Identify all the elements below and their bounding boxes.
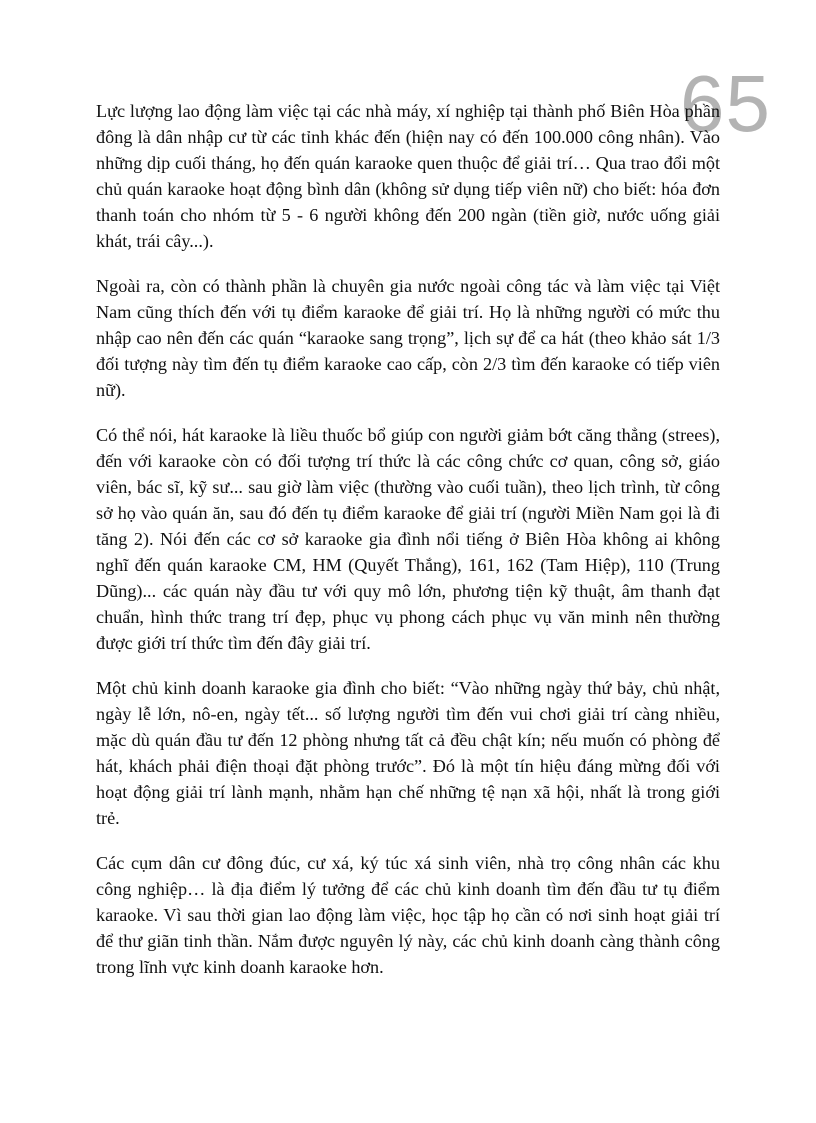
document-body [96,98,720,999]
paragraph-2: Ngoài ra, còn có thành phần là chuyên gia nước ngoài công tác và làm việc tại Việt Nam cũng thích đến với tụ điểm karaoke để giải trí. Họ là những người có mức thu nhập cao nên đến các quán “karaoke sang trọng”, lịch sự để ca hát (theo khảo sát 1/3 đối tượng này tìm đến tụ điểm karaoke cao cấp, còn 2/3 tìm đến karaoke có tiếp viên nữ). [96,276,720,400]
paragraph-4: Một chủ kinh doanh karaoke gia đình cho biết: “Vào những ngày thứ bảy, chủ nhật, ngày lễ lớn, nô-en, ngày tết... số lượng người tìm đến vui chơi giải trí càng nhiều, mặc dù quán đầu tư đến 12 phòng nhưng tất cả đều chật kín; nếu muốn có phòng để hát, khách phải điện thoại đặt phòng trước”. Đó là một tín hiệu đáng mừng đối với hoạt động giải trí lành mạnh, nhằm hạn chế những tệ nạn xã hội, nhất là trong giới trẻ. [96,678,720,828]
paragraph-1: Lực lượng lao động làm việc tại các nhà máy, xí nghiệp tại thành phố Biên Hòa phần đông là dân nhập cư từ các tỉnh khác đến (hiện nay có đến 100.000 công nhân). Vào những dịp cuối tháng, họ đến quán karaoke quen thuộc để giải trí… Qua trao đổi một chủ quán karaoke hoạt động bình dân (không sử dụng tiếp viên nữ) cho biết: hóa đơn thanh toán cho nhóm từ 5 - 6 người không đến 200 ngàn (tiền giờ, nước uống giải khát, trái cây...). [96,101,720,251]
paragraph-5: Các cụm dân cư đông đúc, cư xá, ký túc xá sinh viên, nhà trọ công nhân các khu công nghiệp… là địa điểm lý tưởng để các chủ kinh doanh tìm đến đầu tư tụ điểm karaoke. Vì sau thời gian lao động làm việc, học tập họ cần có nơi sinh hoạt giải trí để thư giãn tinh thần. Nắm được nguyên lý này, các chủ kinh doanh càng thành công trong lĩnh vực kinh doanh karaoke hơn. [96,853,720,977]
paragraph-3: Có thể nói, hát karaoke là liều thuốc bổ giúp con người giảm bớt căng thẳng (strees), đến với karaoke còn có đối tượng trí thức là các công chức cơ quan, công sở, giáo viên, bác sĩ, kỹ sư... sau giờ làm việc (thường vào cuối tuần), theo lịch trình, từ công sở họ vào quán ăn, sau đó đến tụ điểm karaoke để giải trí (người Miền Nam gọi là đi tăng 2). Nói đến các cơ sở karaoke gia đình nổi tiếng ở Biên Hòa không ai không nghĩ đến quán karaoke CM, HM (Quyết Thắng), 161, 162 (Tam Hiệp), 110 (Trung Dũng)... các quán này đầu tư với quy mô lớn, phương tiện kỹ thuật, âm thanh đạt chuẩn, hình thức trang trí đẹp, phục vụ phong cách phục vụ văn minh nên thường được giới trí thức tìm đến đây giải trí. [96,425,720,653]
page-number: 65 [680,59,771,148]
